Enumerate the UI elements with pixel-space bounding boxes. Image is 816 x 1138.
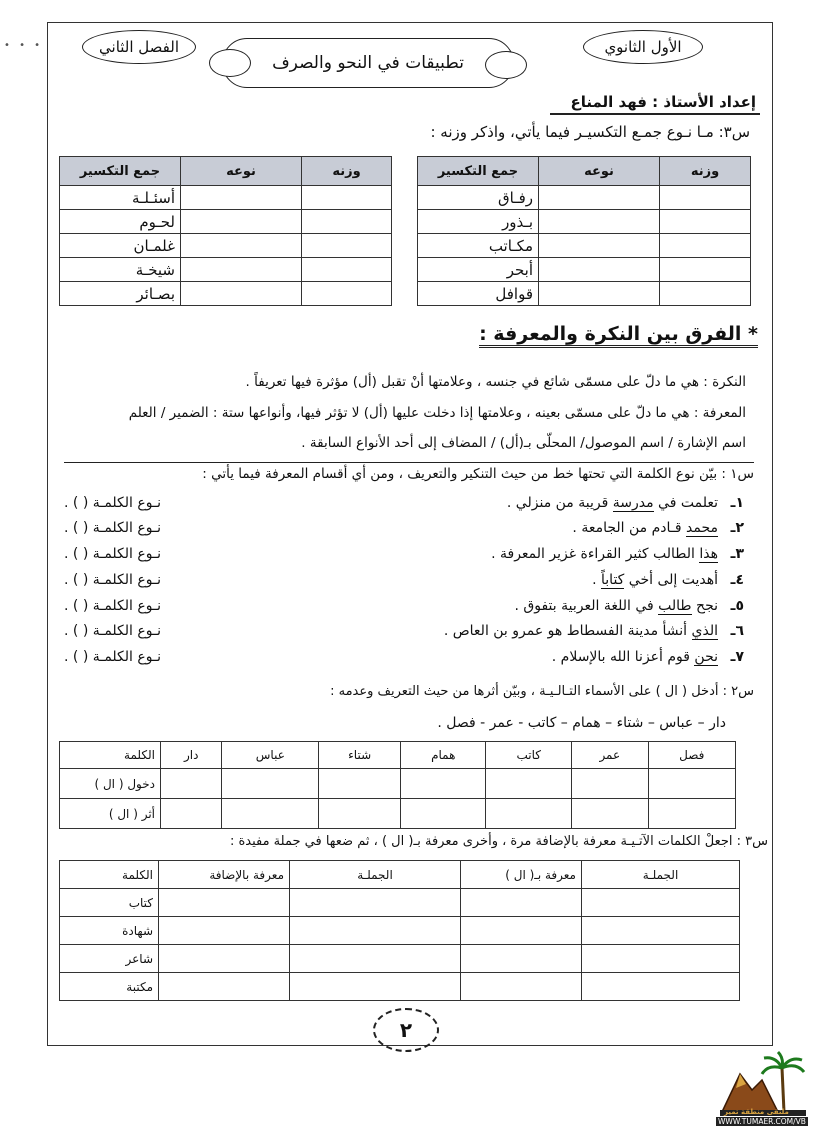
answer-cell[interactable] — [319, 769, 401, 799]
col-al: معرفة بـ( ال ) — [461, 861, 582, 889]
plural-word: بـذور — [418, 210, 539, 234]
scan-dots: • • • — [4, 40, 44, 51]
word-cell: فصل — [648, 742, 735, 769]
worksheet-title: تطبيقات في النحو والصرف — [266, 53, 470, 73]
answer-cell[interactable] — [572, 769, 649, 799]
sentence-number: ٣ـ — [730, 546, 744, 562]
grade-label: الأول الثانوي — [604, 38, 682, 56]
type-cell[interactable] — [181, 258, 302, 282]
sentence-text: قوم أعزنا الله بالإسلام . — [551, 649, 695, 665]
q1-sentence-row — [64, 495, 744, 517]
nakira-definition: النكرة : هي ما دلّ على مسمّى شائع في جنسه ، وعلامتها أنْ تقبل (أل) مؤثرة فيها تعريفاً . — [245, 374, 746, 390]
table-row — [60, 917, 740, 945]
answer-cell[interactable] — [401, 769, 486, 799]
plural-word: غلمـان — [60, 234, 181, 258]
semester-label: الفصل الثاني — [99, 38, 179, 56]
underlined-word: هذا — [699, 546, 718, 562]
weight-cell[interactable] — [302, 186, 392, 210]
plural-word: أبحر — [418, 258, 539, 282]
word-kind-blank[interactable]: نـوع الكلمـة ( ) . — [64, 623, 161, 639]
word-cell: عباس — [222, 742, 319, 769]
plural-word: شيخـة — [60, 258, 181, 282]
q2-question: س٢ : أدخل ( ال ) على الأسماء التـالـيـة ، وبيّن أثرها من حيث التعريف وعدمه : — [330, 684, 754, 699]
site-url: WWW.TUMAER.COM/VB — [718, 1117, 806, 1126]
answer-cell[interactable] — [461, 889, 582, 917]
divider — [64, 462, 754, 463]
sentence-number: ٧ـ — [730, 649, 744, 665]
weight-cell[interactable] — [302, 234, 392, 258]
col-sentence: الجملـة — [582, 861, 740, 889]
answer-cell[interactable] — [572, 799, 649, 829]
table-row — [60, 258, 392, 282]
semester-oval — [82, 30, 196, 64]
answer-cell[interactable] — [290, 945, 461, 973]
sentence-text: الطالب كثير القراءة غزير المعرفة . — [491, 546, 700, 562]
answer-cell[interactable] — [159, 945, 290, 973]
answer-cell[interactable] — [582, 973, 740, 1001]
sentence-number: ١ـ — [730, 495, 744, 511]
word-cell: شتاء — [319, 742, 401, 769]
plural-table-left — [59, 156, 392, 306]
table-row — [60, 234, 392, 258]
row-label: أثر ( ال ) — [60, 799, 161, 829]
q3-question: س٣ : اجعلْ الكلمات الآتـيـة معرفة بالإضافة مرة ، وأخرى معرفة بـ( ال ) ، ثم ضعها في جملة مفيدة : — [229, 834, 768, 849]
q3-plural-question: س٣: مـا نـوع جمـع التكسيـر فيما يأتي، واذكر وزنه : — [430, 123, 750, 141]
weight-cell[interactable] — [660, 210, 751, 234]
q1-sentence-row — [64, 649, 744, 671]
title-cloud — [222, 38, 514, 88]
weight-cell[interactable] — [660, 234, 751, 258]
table-row — [60, 973, 740, 1001]
underlined-word: نحن — [694, 649, 718, 665]
answer-cell[interactable] — [648, 799, 735, 829]
word-cell: همام — [401, 742, 486, 769]
site-name: ملتقى منطقة تمير — [724, 1108, 789, 1116]
plural-word: بصـائر — [60, 282, 181, 306]
q1-sentence-row — [64, 520, 744, 542]
table-row — [60, 186, 392, 210]
answer-cell[interactable] — [648, 769, 735, 799]
q1-sentence-row — [64, 546, 744, 568]
table-row — [418, 282, 751, 306]
table-row — [60, 799, 736, 829]
table-row — [60, 945, 740, 973]
underlined-word: طالب — [658, 598, 692, 614]
author-line: إعداد الأستاذ : فهد المناع — [550, 93, 760, 115]
answer-cell[interactable] — [290, 917, 461, 945]
answer-cell[interactable] — [222, 769, 319, 799]
q1-sentence-row — [64, 572, 744, 594]
col-weight: وزنه — [302, 157, 392, 186]
answer-cell[interactable] — [582, 889, 740, 917]
sentence-text: أهديت إلى أخي — [624, 572, 718, 588]
marifa-types: اسم الإشارة / اسم الموصول/ المحلّى بـ(أل) / المضاف إلى أحد الأنواع السابقة . — [301, 435, 746, 451]
answer-cell[interactable] — [582, 945, 740, 973]
weight-cell[interactable] — [302, 282, 392, 306]
table-row — [60, 861, 740, 889]
q3-table — [59, 860, 740, 1001]
weight-cell[interactable] — [660, 186, 751, 210]
underlined-word: الذي — [691, 623, 718, 639]
table-row — [60, 769, 736, 799]
answer-cell[interactable] — [461, 917, 582, 945]
sentence-text: قريبة من منزلي . — [506, 495, 613, 511]
word-cell: مكتبة — [60, 973, 159, 1001]
plural-word: لحـوم — [60, 210, 181, 234]
table-row — [418, 258, 751, 282]
type-cell[interactable] — [539, 186, 660, 210]
section-title: * الفرق بين النكرة والمعرفة : — [479, 323, 758, 345]
answer-cell[interactable] — [461, 973, 582, 1001]
col-type: نوعه — [539, 157, 660, 186]
sentence-text: تعلمت في — [653, 495, 718, 511]
sentence-text: نجح — [691, 598, 718, 614]
type-cell[interactable] — [181, 186, 302, 210]
grade-oval — [583, 30, 703, 64]
weight-cell[interactable] — [660, 258, 751, 282]
q1-question: س١ : بيّن نوع الكلمة التي تحتها خط من حيث التنكير والتعريف ، ومن أي أقسام المعرفة فيما يأتي : — [202, 466, 754, 482]
answer-cell[interactable] — [319, 799, 401, 829]
word-kind-blank[interactable]: نـوع الكلمـة ( ) . — [64, 572, 161, 588]
answer-cell[interactable] — [159, 917, 290, 945]
col-plural: جمع التكسير — [418, 157, 539, 186]
answer-cell[interactable] — [161, 769, 222, 799]
type-cell[interactable] — [539, 234, 660, 258]
sentence-text: في اللغة العربية بتفوق . — [514, 598, 659, 614]
answer-cell[interactable] — [582, 917, 740, 945]
col-word: الكلمة — [60, 861, 159, 889]
answer-cell[interactable] — [486, 769, 572, 799]
type-cell[interactable] — [181, 210, 302, 234]
site-logo — [718, 1050, 808, 1128]
word-kind-blank[interactable]: نـوع الكلمـة ( ) . — [64, 649, 161, 665]
word-kind-blank[interactable]: نـوع الكلمـة ( ) . — [64, 598, 161, 614]
sentence-text: قـادم من الجامعة . — [572, 520, 687, 536]
type-cell[interactable] — [181, 234, 302, 258]
marifa-definition: المعرفة : هي ما دلّ على مسمّى بعينه ، وعلامتها إذا دخلت عليها (أل) لا تؤثر فيها، وأنواعها ستة : الضمير / العلم — [128, 405, 746, 421]
word-kind-blank[interactable]: نـوع الكلمـة ( ) . — [64, 495, 161, 511]
sentence-text: أنشأ مدينة الفسطاط هو عمرو بن العاص . — [443, 623, 692, 639]
underlined-word: محمد — [686, 520, 718, 536]
page-number: ٢ — [373, 1008, 439, 1052]
table-row — [60, 282, 392, 306]
q2-words-line: دار – عباس – شتاء – همام – كاتب - عمر - فصل . — [437, 715, 726, 731]
word-kind-blank[interactable]: نـوع الكلمـة ( ) . — [64, 520, 161, 536]
q2-table — [59, 741, 736, 829]
row-label: دخول ( ال ) — [60, 769, 161, 799]
col-plural: جمع التكسير — [60, 157, 181, 186]
type-cell[interactable] — [539, 258, 660, 282]
answer-cell[interactable] — [159, 889, 290, 917]
plural-word: أسئـلـة — [60, 186, 181, 210]
word-cell: دار — [161, 742, 222, 769]
type-cell[interactable] — [539, 282, 660, 306]
table-row — [60, 889, 740, 917]
col-type: نوعه — [181, 157, 302, 186]
plural-table-right — [417, 156, 751, 306]
answer-cell[interactable] — [401, 799, 486, 829]
q1-sentence-row — [64, 598, 744, 620]
answer-cell[interactable] — [461, 945, 582, 973]
sentence-number: ٥ـ — [730, 598, 744, 614]
word-cell: شهادة — [60, 917, 159, 945]
q1-sentence-row — [64, 623, 744, 645]
answer-cell[interactable] — [290, 889, 461, 917]
answer-cell[interactable] — [161, 799, 222, 829]
word-cell: شاعر — [60, 945, 159, 973]
weight-cell[interactable] — [302, 210, 392, 234]
col-sentence: الجملـة — [290, 861, 461, 889]
word-cell: كتاب — [60, 889, 159, 917]
table-row — [418, 210, 751, 234]
sentence-number: ٦ـ — [730, 623, 744, 639]
plural-word: رفـاق — [418, 186, 539, 210]
answer-cell[interactable] — [159, 973, 290, 1001]
plural-word: مكـاتب — [418, 234, 539, 258]
weight-cell[interactable] — [302, 258, 392, 282]
answer-cell[interactable] — [222, 799, 319, 829]
word-kind-blank[interactable]: نـوع الكلمـة ( ) . — [64, 546, 161, 562]
word-header: الكلمة — [60, 742, 161, 769]
answer-cell[interactable] — [486, 799, 572, 829]
underlined-word: كتاباً — [601, 572, 625, 588]
sentence-number: ٢ـ — [730, 520, 744, 536]
table-row — [418, 234, 751, 258]
col-weight: وزنه — [660, 157, 751, 186]
table-row — [60, 742, 736, 769]
sentence-text: . — [592, 572, 602, 588]
type-cell[interactable] — [181, 282, 302, 306]
word-cell: عمر — [572, 742, 649, 769]
table-row — [418, 186, 751, 210]
plural-word: قوافل — [418, 282, 539, 306]
answer-cell[interactable] — [290, 973, 461, 1001]
underlined-word: مدرسة — [612, 495, 654, 511]
word-cell: كاتب — [486, 742, 572, 769]
type-cell[interactable] — [539, 210, 660, 234]
weight-cell[interactable] — [660, 282, 751, 306]
table-row — [60, 210, 392, 234]
sentence-number: ٤ـ — [730, 572, 744, 588]
col-idafa: معرفة بالإضافة — [159, 861, 290, 889]
